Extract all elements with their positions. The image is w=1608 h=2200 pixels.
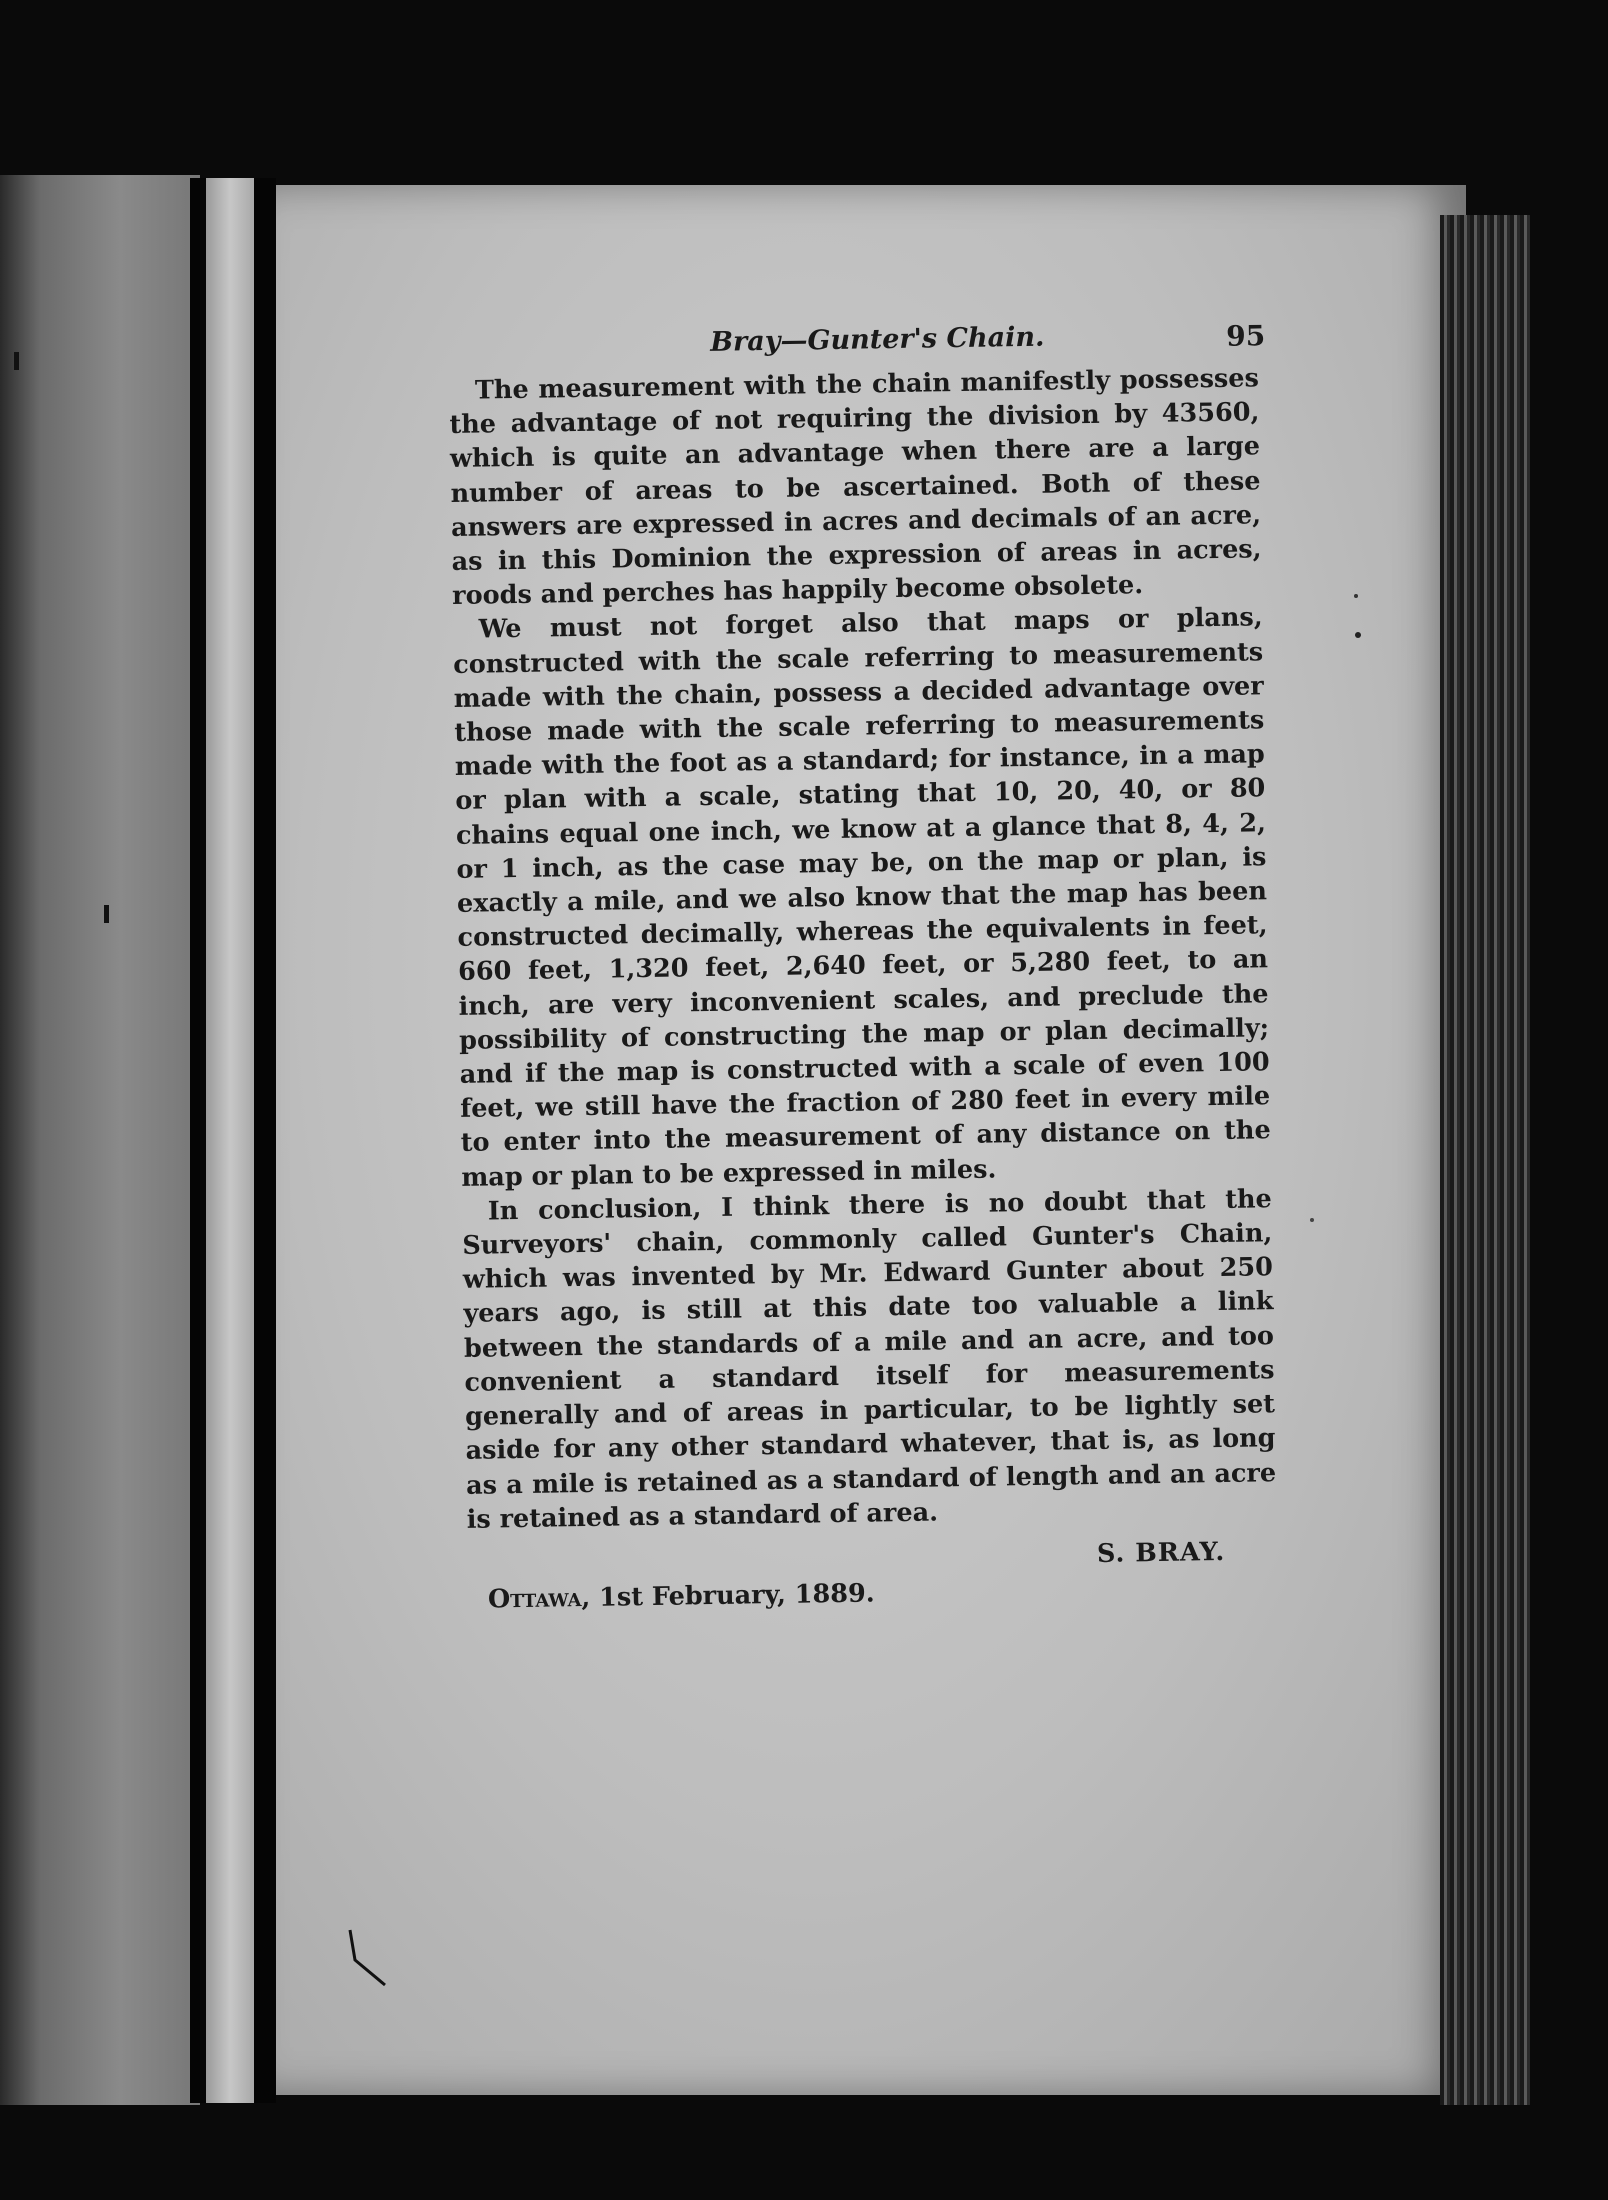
paragraph: In conclusion, I think there is no doubt that the Surveyors' chain, commonly called Gunter's Chain, which was invented by Mr. Edward Gunter about 250 years ago, is still at this date too valuable a link between the standards of a mile and an acre, and too convenient a standard itself for measurements generally and of areas in particular, to be lightly set aside for any other standard whatever, that is, as long as a mile is retained as a standard of length and an acre is retained as a standard of area.: [462, 1184, 1277, 1535]
signature: S. BRAY.: [1096, 1536, 1226, 1569]
paragraph: The measurement with the chain manifestly possesses the advantage of not requiring the division by 43560, which is quite an advantage when there are a large number of areas to be ascertained. Both of these answers are expressed in acres and decimals of an acre, as in this Dominion the expression of areas in acres, roods and perches has happily become obsolete.: [449, 363, 1262, 612]
dateline-date: , 1st February, 1889.: [581, 1578, 875, 1614]
speck: [1310, 1218, 1314, 1222]
paragraph: We must not forget also that maps or plans, constructed with the scale referring to measurements made with the chain, possess a decided advantage over those made with the scale referring to measurements made with the foot as a standard; for instance, in a map or plan with a scale, stating that 10, 20, 40, or 80 chains equal one inch, we know at a glance that 8, 4, 2, or 1 inch, as the case may be, on the map or plan, is exactly a mile, and we also know that the map has been constructed decimally, whereas the equivalents in feet, 660 feet, 1,320 feet, 2,640 feet, or 5,280 feet, to an inch, are very inconvenient scales, and preclude the possibility of constructing the map or plan decimally; and if the map is constructed with a scale of even 100 feet, we still have the fraction of 280 feet in every mile to enter into the measurement of any distance on the map or plan to be expressed in miles.: [453, 602, 1271, 1193]
dateline-place: Ottawa: [487, 1583, 582, 1615]
speck: [1355, 632, 1361, 638]
speck: [1354, 594, 1358, 598]
page-number: 95: [1225, 319, 1266, 353]
running-head-title: Bray—Gunter's Chain.: [709, 321, 1045, 358]
margin-scratch: [350, 1930, 385, 1985]
page-text: [448, 317, 1278, 1617]
